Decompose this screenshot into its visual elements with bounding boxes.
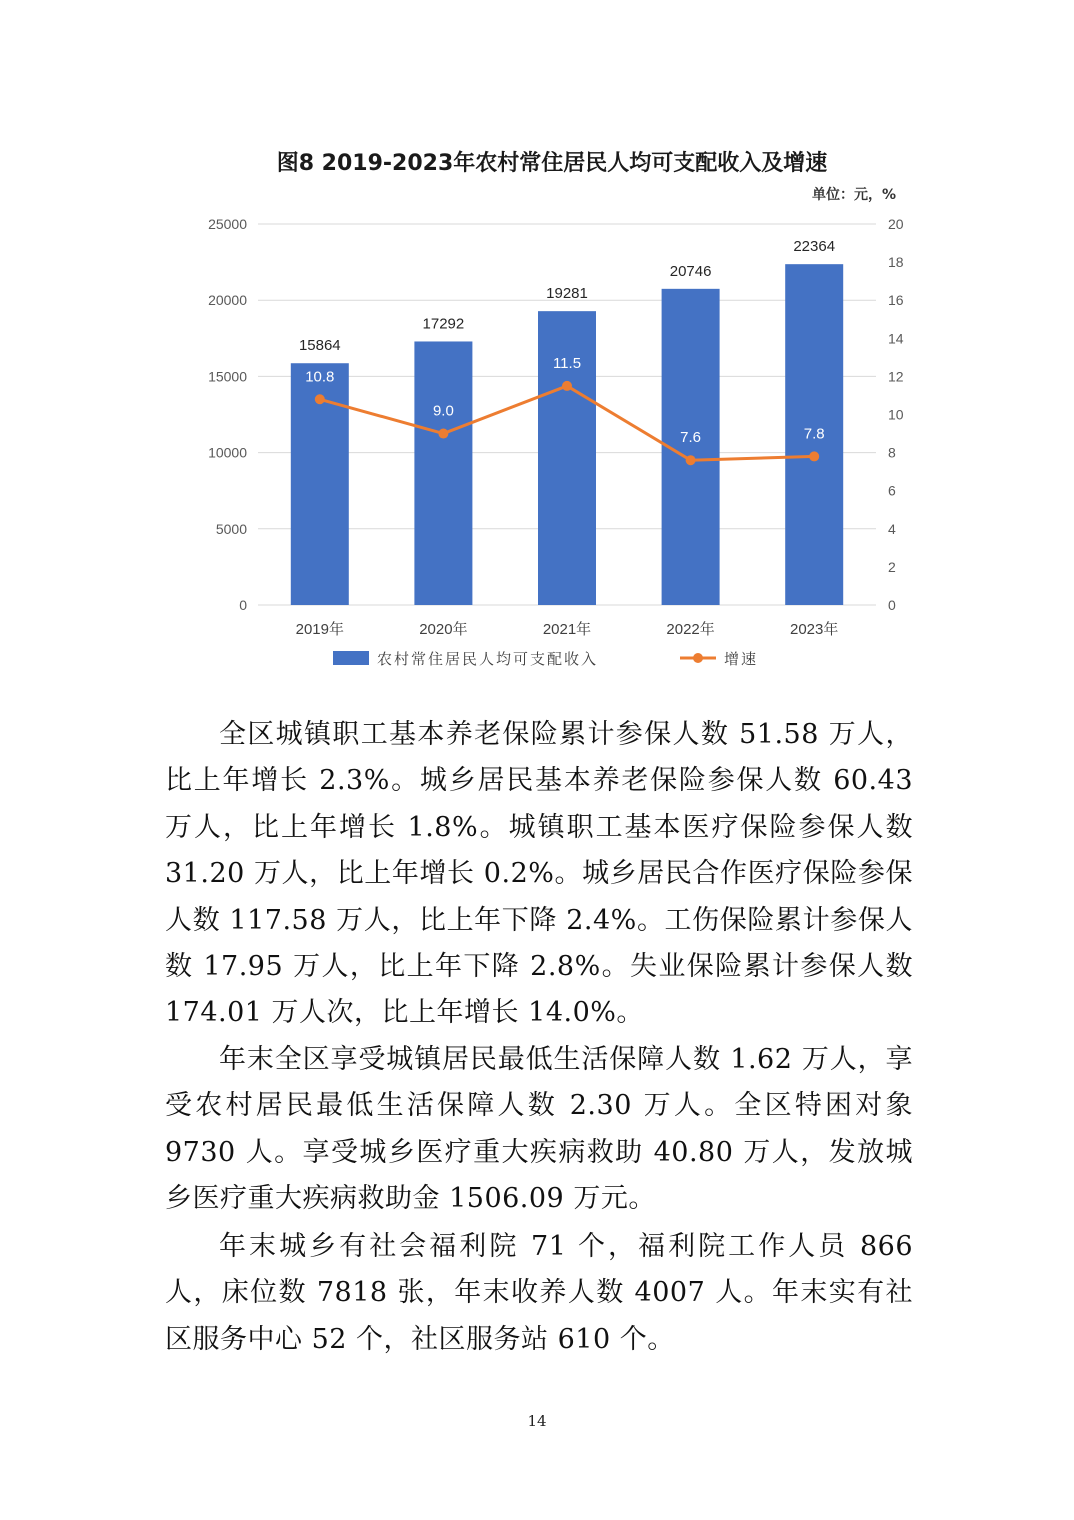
y-right-tick-label: 6 bbox=[888, 482, 896, 499]
growth-value-label: 9.0 bbox=[432, 402, 454, 420]
growth-value-label: 11.5 bbox=[552, 354, 582, 372]
y-left-tick-label: 25000 bbox=[208, 216, 247, 232]
y-right-tick-label: 10 bbox=[888, 406, 904, 423]
growth-value-label: 7.6 bbox=[680, 429, 702, 447]
growth-value-label: 10.8 bbox=[305, 368, 335, 386]
income-growth-chart bbox=[0, 0, 1074, 700]
y-right-tick-label: 14 bbox=[888, 330, 904, 347]
bar-value-label: 19281 bbox=[546, 285, 588, 303]
figure-unit-label: 单位：元，% bbox=[811, 187, 896, 203]
bar-value-label: 20746 bbox=[669, 262, 712, 280]
bar-value-label: 15864 bbox=[298, 337, 341, 355]
y-left-tick-label: 15000 bbox=[208, 368, 247, 385]
x-tick-label: 2023年 bbox=[790, 621, 839, 638]
growth-point bbox=[809, 451, 819, 461]
legend-bar-swatch bbox=[333, 651, 369, 665]
y-right-tick-label: 20 bbox=[888, 216, 904, 232]
y-left-tick-label: 5000 bbox=[215, 520, 247, 537]
income-bar bbox=[414, 341, 472, 605]
paragraph-welfare-institutions: 年末城乡有社会福利院 71 个，福利院工作人员 866 人，床位数 7818 张，年末收养人数 4007 人。年末实有社区服务中心 52 个，社区服务站 610 个。 bbox=[165, 1231, 913, 1355]
growth-point bbox=[686, 455, 696, 465]
paragraph-social-insurance: 全区城镇职工基本养老保险累计参保人数 51.58 万人，比上年增长 2.3%。城乡居民基本养老保险参保人数 60.43 万人，比上年增长 1.8%。城镇职工基本医疗保险参保人数 31.20 万人，比上年增长 0.2%。城乡居民合作医疗保险参保人数 117.58 万人，比上年下降 2.4%。工伤保险累计参保人数 17.95 万人，比上年下降 2.8%。失业保险累计参保人数 174.01 万人次，比上年增长 14.0%。 bbox=[165, 719, 913, 1029]
bar-value-label: 22364 bbox=[793, 238, 836, 256]
y-right-tick-label: 18 bbox=[888, 254, 904, 271]
growth-point bbox=[438, 429, 448, 439]
y-right-tick-label: 0 bbox=[888, 597, 896, 613]
figure-title: 图8 2019-2023年农村常住居民人均可支配收入及增速 bbox=[276, 151, 828, 176]
y-left-tick-label: 20000 bbox=[208, 292, 247, 309]
growth-point bbox=[562, 381, 572, 391]
x-tick-label: 2021年 bbox=[542, 621, 592, 638]
y-right-tick-label: 2 bbox=[888, 558, 896, 575]
legend-line-marker bbox=[693, 653, 703, 663]
y-right-tick-label: 8 bbox=[888, 444, 896, 461]
legend-line-label: 增速 bbox=[724, 651, 759, 668]
page-number: 14 bbox=[527, 1412, 547, 1430]
paragraph-minimum-living-security: 年末全区享受城镇居民最低生活保障人数 1.62 万人，享受农村居民最低生活保障人数 2.30 万人。全区特困对象 9730 人。享受城乡医疗重大疾病救助 40.80 万人，发放城乡医疗重大疾病救助金 1506.09 万元。 bbox=[165, 1044, 913, 1215]
y-right-tick-label: 16 bbox=[888, 292, 904, 309]
y-right-tick-label: 4 bbox=[888, 520, 896, 537]
bar-value-label: 17292 bbox=[422, 315, 465, 333]
y-left-tick-label: 10000 bbox=[208, 444, 247, 461]
y-left-tick-label: 0 bbox=[239, 597, 247, 613]
x-tick-label: 2020年 bbox=[419, 621, 468, 638]
y-right-tick-label: 12 bbox=[888, 368, 904, 385]
growth-value-label: 7.8 bbox=[803, 425, 825, 443]
x-tick-label: 2022年 bbox=[666, 621, 715, 638]
growth-point bbox=[315, 394, 325, 404]
legend-bar-label: 农村常住居民人均可支配收入 bbox=[377, 651, 599, 668]
x-tick-label: 2019年 bbox=[295, 621, 344, 638]
